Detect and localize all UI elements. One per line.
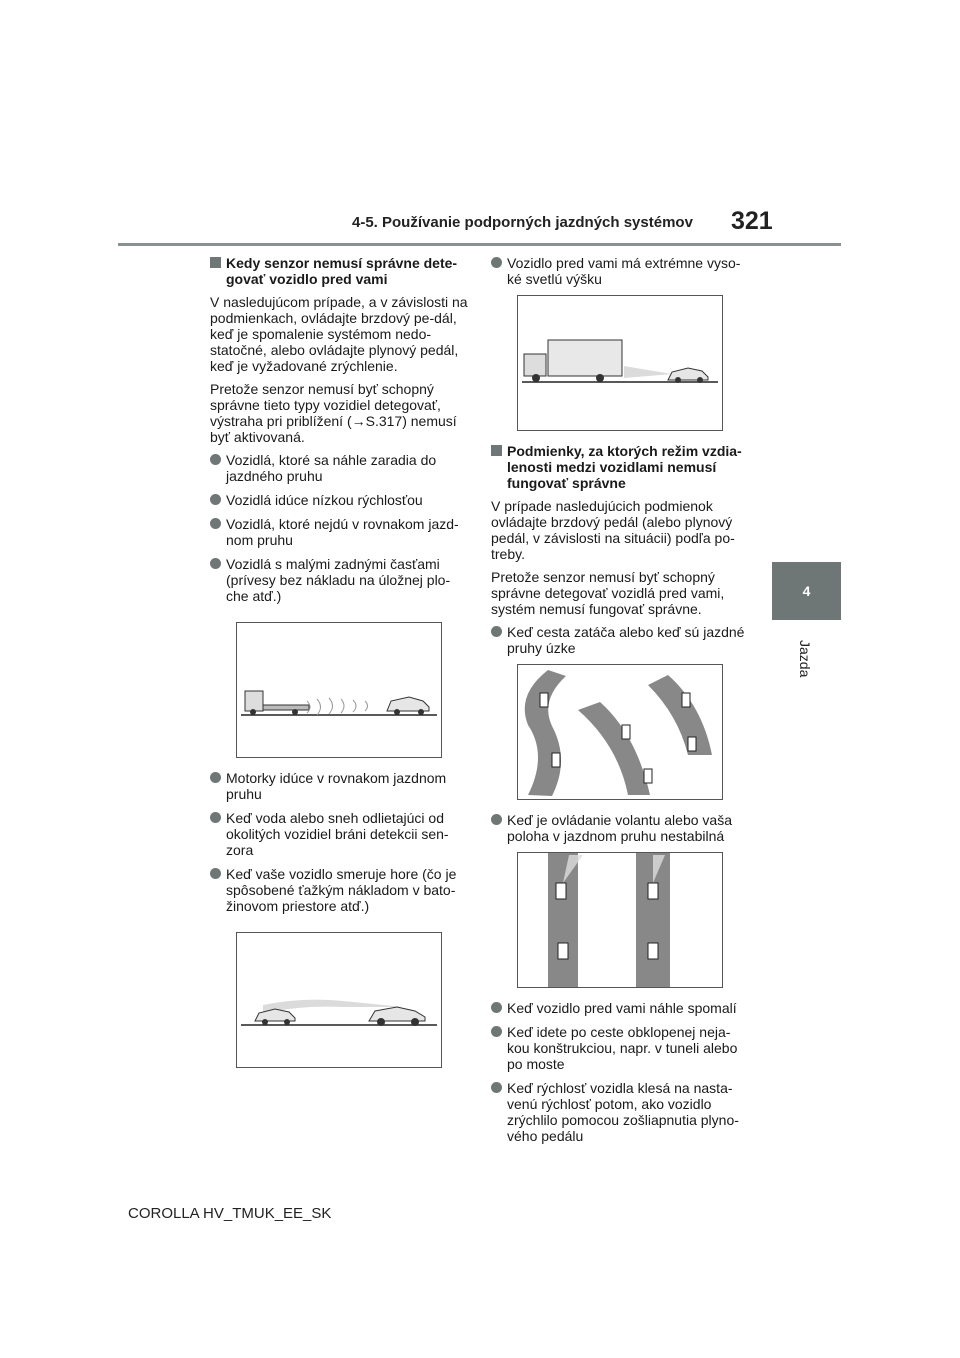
list-item [210, 810, 468, 858]
round-bullet-icon [491, 626, 502, 637]
round-bullet-icon [491, 814, 502, 825]
footer-text: COROLLA HV_TMUK_EE_SK [128, 1205, 332, 1222]
list-item-text: Keď rýchlosť vozidla klesá na nasta-venú rýchlosť potom, ako vozidlo zrýchlilo pomocou zošliapnutia plyno-vého pedálu [507, 1080, 739, 1144]
square-bullet-icon [210, 257, 221, 268]
list-item [210, 556, 468, 604]
list-item [491, 812, 749, 844]
list-item [491, 255, 749, 287]
heading-text: Podmienky, za ktorých režim vzdia-lenosti medzi vozidlami nemusí fungovať správne [507, 443, 742, 491]
illustration-curved-roads [517, 664, 723, 800]
list-item-text: Keď voda alebo sneh odlietajúci od okolitých vozidiel bráni detekcii sen-zora [226, 810, 449, 858]
list-item-text: Keď cesta zatáča alebo keď sú jazdné pruhy úzke [507, 624, 745, 656]
list-item [210, 770, 468, 802]
list-item-text: Vozidlá idúce nízkou rýchlosťou [226, 492, 423, 508]
list-item-text: Vozidlá s malými zadnými časťami (prívesy bez nákladu na úložnej plo-che atď.) [226, 556, 451, 604]
paragraph: V nasledujúcom prípade, a v závislosti na podmienkach, ovládajte brzdový pe-dál, keď je spomalenie systémom nedo-statočné, alebo ovládajte plynový pedál, keď je vyžadované zrýchlenie. [210, 294, 468, 374]
round-bullet-icon [491, 257, 502, 268]
header-title: 4-5. Používanie podporných jazdných systémov [352, 214, 693, 231]
section-heading [210, 255, 468, 287]
list-item [491, 624, 749, 656]
list-item [491, 1024, 749, 1072]
paragraph: V prípade nasledujúcich podmienok ovládajte brzdový pedál (alebo plynový pedál, v závislosti na situácii) podľa po-treby. [491, 498, 735, 562]
round-bullet-icon [210, 812, 221, 823]
paragraph: Pretože senzor nemusí byť schopný správne detegovať vozidlá pred vami, systém nemusí fungovať správne. [491, 569, 725, 617]
list-item-text: Motorky idúce v rovnakom jazdnom pruhu [226, 770, 447, 802]
list-item [210, 516, 468, 548]
round-bullet-icon [210, 772, 221, 783]
round-bullet-icon [210, 868, 221, 879]
round-bullet-icon [210, 454, 221, 465]
list-item [491, 1000, 749, 1016]
illustration-trailer [236, 622, 442, 758]
chapter-name: Jazda [797, 640, 813, 678]
list-item [210, 866, 468, 914]
round-bullet-icon [491, 1026, 502, 1037]
list-item-text: Vozidlo pred vami má extrémne vyso-ké svetlú výšku [507, 255, 741, 287]
list-item [210, 492, 468, 508]
right-column [491, 255, 749, 1152]
page-number: 321 [731, 207, 773, 235]
square-bullet-icon [491, 445, 502, 456]
list-item-text: Vozidlá, ktoré sa náhle zaradia do jazdného pruhu [226, 452, 437, 484]
list-item-text: Keď idete po ceste obklopenej neja-kou konštrukciou, napr. v tuneli alebo po moste [507, 1024, 738, 1072]
round-bullet-icon [491, 1002, 502, 1013]
section-heading [491, 443, 749, 491]
header-rule [118, 243, 841, 246]
illustration-high-truck [517, 295, 723, 431]
list-item [210, 452, 468, 484]
round-bullet-icon [491, 1082, 502, 1093]
round-bullet-icon [210, 558, 221, 569]
list-item-text: Keď vozidlo pred vami náhle spomalí [507, 1000, 737, 1016]
illustration-uphill [236, 932, 442, 1068]
list-item-text: Keď je ovládanie volantu alebo vaša poloha v jazdnom pruhu nestabilná [507, 812, 732, 844]
round-bullet-icon [210, 518, 221, 529]
illustration-unstable-steering [517, 852, 723, 988]
heading-text: Kedy senzor nemusí správne dete- govať vozidlo pred vami [226, 255, 458, 287]
list-item-text: Vozidlá, ktoré nejdú v rovnakom jazd-nom pruhu [226, 516, 459, 548]
round-bullet-icon [210, 494, 221, 505]
list-item-text: Keď vaše vozidlo smeruje hore (čo je spôsobené ťažkým nákladom v bato-žinovom priestore atď.) [226, 866, 457, 914]
left-column [210, 255, 468, 1080]
paragraph: Pretože senzor nemusí byť schopný správne tieto typy vozidiel detegovať, výstraha pri priblížení (→S.317) nemusí byť aktivovaná. [210, 381, 457, 445]
chapter-tab: 4 [772, 562, 841, 620]
list-item [491, 1080, 749, 1144]
